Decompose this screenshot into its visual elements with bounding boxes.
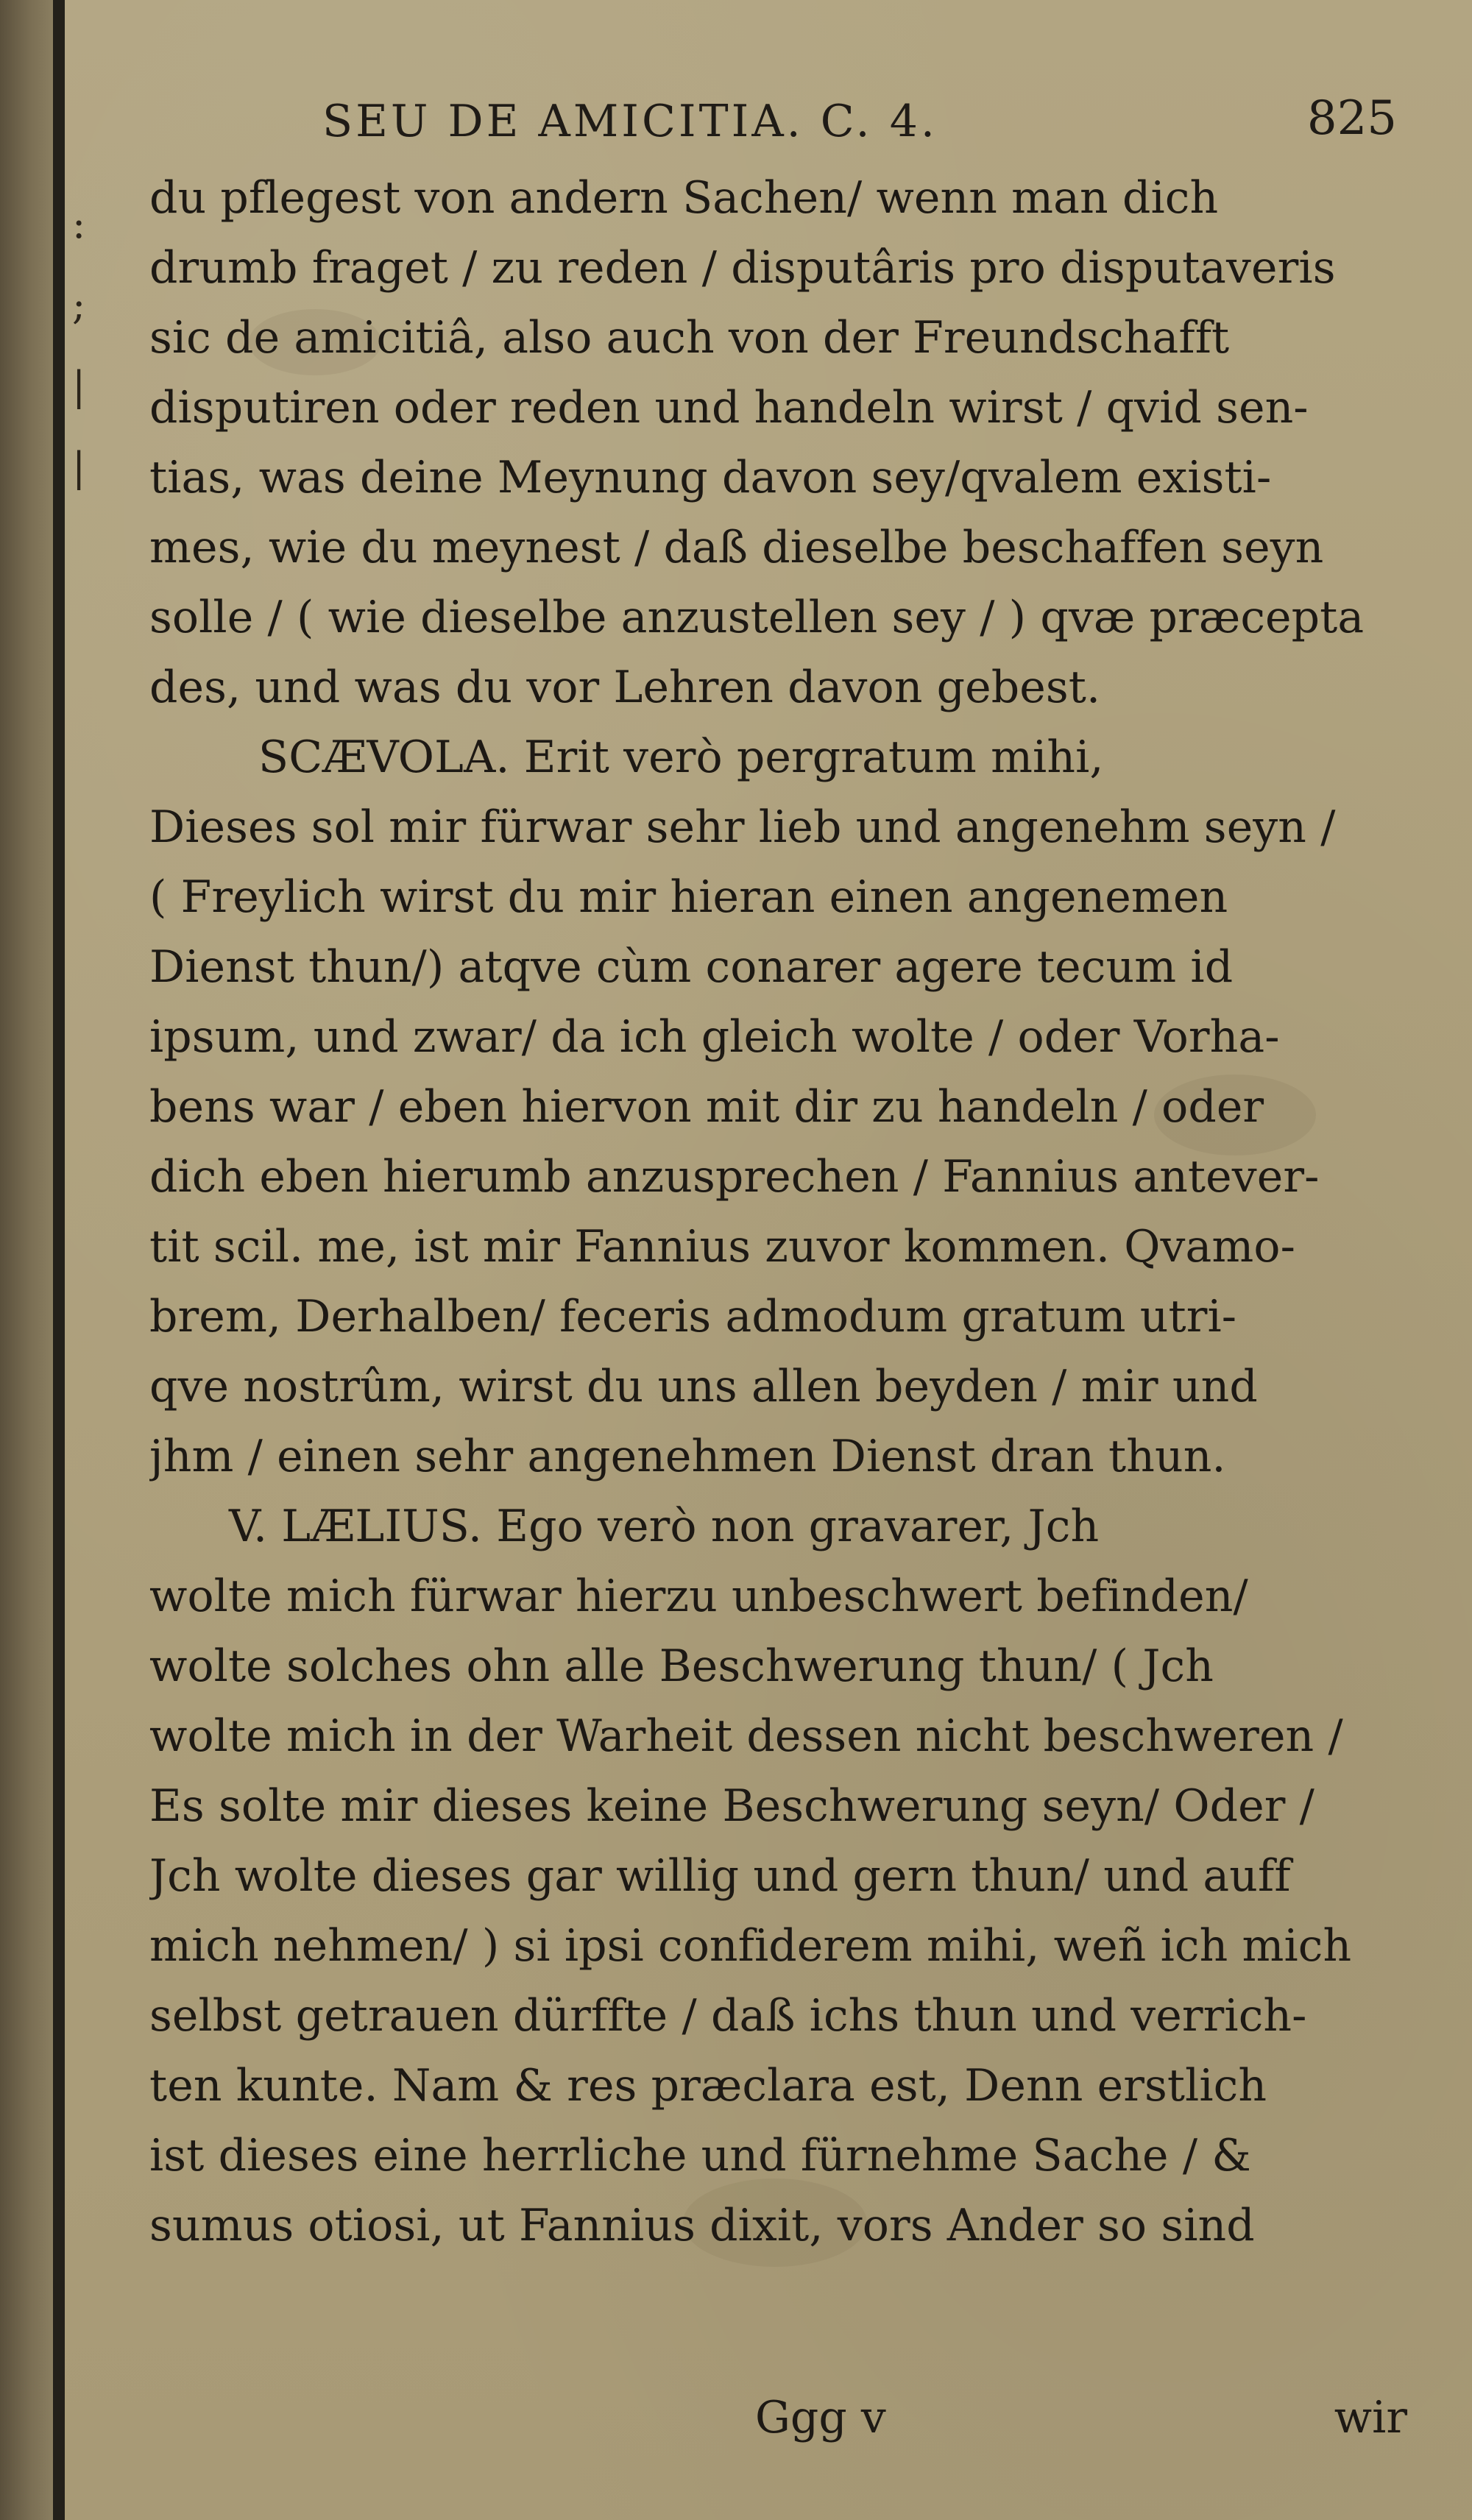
page-header [322,87,1397,153]
text-line: brem, Derhalben/ feceris admodum gratum utri- [149,1291,1237,1342]
page-footer [65,2392,1472,2458]
text-line: selbst getrauen dürffte / daß ichs thun und verrich- [149,1990,1307,2042]
text-line: ist dieses eine herrliche und fürnehme Sache / & [149,2130,1251,2181]
text-line: drumb fraget / zu reden / disputâris pro disputaveris [149,242,1336,294]
binding-line [53,0,65,2520]
catchword: wir [1334,2392,1407,2443]
speaker-line: SCÆVOLA. Erit verò pergratum mihi, [258,732,1104,783]
margin-marks [72,184,102,626]
text-line: tias, was deine Meynung davon sey/qvalem existi- [149,452,1272,503]
text-line: wolte mich fürwar hierzu unbeschwert befinden/ [149,1571,1248,1622]
main-text [149,163,1419,2261]
text-line: des, und was du vor Lehren davon gebest. [149,662,1101,713]
text-line: tit scil. me, ist mir Fannius zuvor kommen. Qvamo- [149,1221,1296,1273]
text-line: wolte solches ohn alle Beschwerung thun/ ( Jch [149,1641,1214,1692]
text-line: sic de amicitiâ, also auch von der Freundschafft [149,312,1230,364]
text-line: mes, wie du meynest / daß dieselbe beschaffen seyn [149,522,1324,573]
page-number: 825 [1306,91,1397,146]
text-line: ten kunte. Nam & res præclara est, Denn erstlich [149,2060,1267,2112]
text-line: jhm / einen sehr angenehmen Dienst dran thun. [149,1431,1226,1482]
page-paper [65,0,1472,2520]
text-line: qve nostrûm, wirst du uns allen beyden / mir und [149,1361,1258,1412]
text-line: dich eben hierumb anzusprechen / Fannius antever- [149,1151,1320,1203]
text-line: Dieses sol mir fürwar sehr lieb und angenehm seyn / [149,801,1336,853]
text-line: sumus otiosi, ut Fannius dixit, vors Ander so sind [149,2200,1255,2251]
signature-mark: Ggg v [755,2392,886,2443]
text-line: solle / ( wie dieselbe anzustellen sey / ) qvæ præcepta [149,592,1365,643]
text-line: ( Freylich wirst du mir hieran einen angenemen [149,871,1228,923]
text-line: ipsum, und zwar/ da ich gleich wolte / oder Vorha- [149,1011,1280,1063]
running-head: SEU DE AMICITIA. C. 4. [322,96,938,147]
text-line: bens war / eben hiervon mit dir zu handeln / oder [149,1081,1264,1133]
text-line: Jch wolte dieses gar willig und gern thun/ und auff [149,1850,1291,1902]
margin-mark: | [72,363,86,409]
margin-mark: | [72,444,86,490]
binding-gutter [0,0,57,2520]
text-line: disputiren oder reden und handeln wirst / qvid sen- [149,382,1309,433]
margin-mark: : [72,201,86,247]
text-line: Es solte mir dieses keine Beschwerung seyn/ Oder / [149,1780,1314,1832]
margin-mark: ; [72,282,86,328]
text-line: mich nehmen/ ) si ipsi confiderem mihi, weñ ich mich [149,1920,1352,1972]
text-line: wolte mich in der Warheit dessen nicht beschweren / [149,1710,1343,1762]
text-line: du pflegest von andern Sachen/ wenn man dich [149,172,1219,224]
speaker-line: V. LÆLIUS. Ego verò non gravarer, Jch [229,1501,1100,1552]
text-line: Dienst thun/) atqve cùm conarer agere tecum id [149,941,1234,993]
